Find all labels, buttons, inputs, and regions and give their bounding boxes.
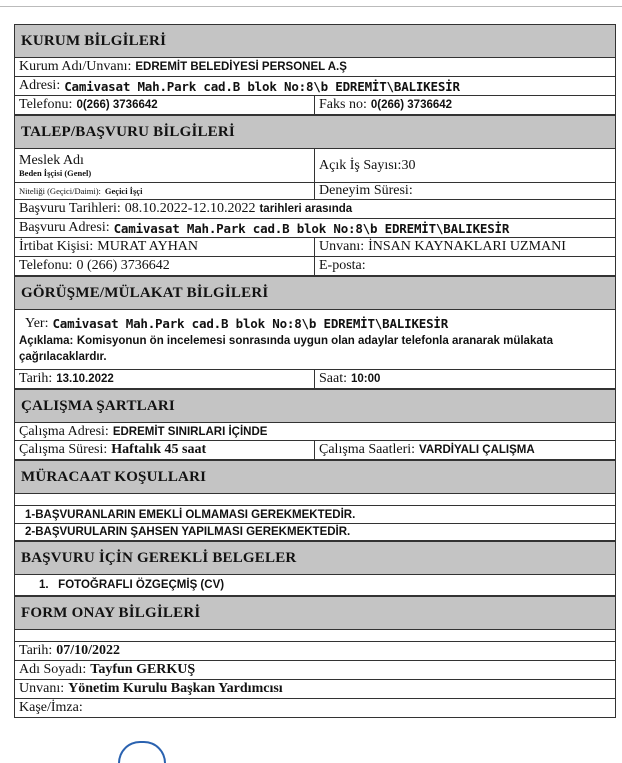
section-onay-header: FORM ONAY BİLGİLERİ bbox=[15, 596, 615, 630]
section-gorusme-header: GÖRÜŞME/MÜLAKAT BİLGİLERİ bbox=[15, 276, 615, 310]
calisma-sure-row bbox=[15, 441, 615, 460]
calisma-saatler-label: Çalışma Saatleri: bbox=[319, 442, 416, 457]
eposta-label: E-posta: bbox=[319, 258, 366, 273]
deneyim-label: Deneyim Süresi: bbox=[319, 183, 413, 198]
talep-telefon-label: Telefonu: bbox=[19, 258, 73, 273]
nitelik-value: Geçici İşçi bbox=[104, 186, 143, 196]
gorusme-saat-label: Saat: bbox=[319, 371, 347, 386]
section-calisma-header: ÇALIŞMA ŞARTLARI bbox=[15, 389, 615, 423]
muracaat-item-text: 2-BAŞVURULARIN ŞAHSEN YAPILMASI GEREKMEKTEDİR. bbox=[25, 526, 351, 538]
talep-adres-row bbox=[15, 219, 615, 238]
acik-label: Açık İş Sayısı: bbox=[319, 157, 402, 173]
section-talep-header: TALEP/BAŞVURU BİLGİLERİ bbox=[15, 115, 615, 149]
irtibat-label: İrtibat Kişisi: bbox=[19, 239, 94, 254]
onay-tarih-row bbox=[15, 642, 615, 661]
calisma-adres-row bbox=[15, 423, 615, 441]
calisma-adres-value: EDREMİT SINIRLARI İÇİNDE bbox=[112, 425, 268, 438]
talep-nitelik-row bbox=[15, 183, 615, 200]
basvuru-tarih-label: Başvuru Tarihleri: bbox=[19, 201, 121, 216]
onay-unvan-label: Unvanı: bbox=[19, 681, 65, 696]
kurum-name-value: EDREMİT BELEDİYESİ PERSONEL A.Ş bbox=[135, 61, 347, 73]
kurum-phone-row bbox=[15, 96, 615, 115]
nitelik-label: Niteliği (Geçici/Daimi): bbox=[19, 186, 101, 196]
basvuru-tarih-value: 08.10.2022-12.10.2022 bbox=[124, 201, 256, 216]
muracaat-item-1 bbox=[15, 506, 615, 524]
muracaat-item-2 bbox=[15, 524, 615, 541]
belgeler-item-1 bbox=[15, 575, 615, 596]
aciklama-label: Açıklama: bbox=[19, 335, 74, 347]
aciklama-value: Komisyonun ön incelemesi sonrasında uygun olan adaylar telefonla aranarak mülakata çağrılacaklardır. bbox=[19, 335, 553, 363]
calisma-saatler-value: VARDİYALI ÇALIŞMA bbox=[419, 444, 535, 456]
onay-kase-label: Kaşe/İmza: bbox=[19, 700, 83, 715]
onay-unvan-value: Yönetim Kurulu Başkan Yardımcısı bbox=[68, 681, 283, 696]
onay-unvan-row bbox=[15, 680, 615, 699]
gorusme-yer-block bbox=[15, 310, 615, 370]
talep-telefon-row bbox=[15, 257, 615, 276]
gorusme-saat-value: 10:00 bbox=[351, 373, 381, 385]
calisma-sure-label: Çalışma Süresi: bbox=[19, 442, 108, 457]
kurum-fax-label: Faks no: bbox=[319, 97, 367, 112]
gorusme-tarih-row bbox=[15, 370, 615, 389]
acik-value: 30 bbox=[401, 157, 416, 173]
kurum-address-value: Camivasat Mah.Park cad.B blok No:8\b EDREMİT\BALIKESİR bbox=[64, 78, 460, 94]
gorusme-tarih-value: 13.10.2022 bbox=[56, 373, 114, 385]
meslek-label: Meslek Adı bbox=[19, 153, 84, 168]
muracaat-spacer bbox=[15, 494, 615, 506]
job-posting-form bbox=[14, 24, 616, 718]
onay-ad-label: Adı Soyadı: bbox=[19, 662, 87, 677]
kurum-address-row bbox=[15, 77, 615, 96]
onay-ad-value: Tayfun GERKUŞ bbox=[90, 662, 196, 677]
talep-tarih-row bbox=[15, 200, 615, 219]
gorusme-yer-label: Yer: bbox=[25, 315, 49, 331]
talep-telefon-value: 0 (266) 3736642 bbox=[76, 258, 170, 273]
calisma-sure-value: Haftalık 45 saat bbox=[111, 442, 207, 457]
gorusme-tarih-label: Tarih: bbox=[19, 371, 53, 386]
talep-meslek-row bbox=[15, 149, 615, 183]
kurum-address-label: Adresi: bbox=[19, 78, 61, 93]
onay-tarih-value: 07/10/2022 bbox=[56, 643, 121, 658]
page-top-edge bbox=[0, 0, 622, 7]
onay-spacer bbox=[15, 630, 615, 642]
section-belgeler-header: BAŞVURU İÇİN GEREKLİ BELGELER bbox=[15, 541, 615, 575]
kurum-phone-label: Telefonu: bbox=[19, 97, 73, 112]
basvuru-adres-label: Başvuru Adresi: bbox=[19, 220, 110, 235]
irtibat-unvan-label: Unvanı: bbox=[319, 239, 365, 254]
stamp-seal-icon bbox=[118, 741, 166, 763]
meslek-value: Beden İşçisi (Genel) bbox=[19, 168, 92, 178]
onay-kase-row bbox=[15, 699, 615, 718]
muracaat-item-text: 1-BAŞVURANLARIN EMEKLİ OLMAMASI GEREKMEKTEDİR. bbox=[25, 508, 356, 521]
calisma-adres-label: Çalışma Adresi: bbox=[19, 423, 109, 439]
basvuru-tarih-suffix: tarihleri arasında bbox=[259, 203, 353, 215]
section-muracaat-header: MÜRACAAT KOŞULLARI bbox=[15, 460, 615, 494]
kurum-phone-value: 0(266) 3736642 bbox=[76, 99, 158, 111]
talep-irtibat-row bbox=[15, 238, 615, 257]
kurum-name-label: Kurum Adı/Unvanı: bbox=[19, 59, 132, 74]
irtibat-unvan-value: İNSAN KAYNAKLARI UZMANI bbox=[368, 239, 566, 254]
kurum-fax-value: 0(266) 3736642 bbox=[370, 99, 453, 111]
section-kurum-header: KURUM BİLGİLERİ bbox=[15, 24, 615, 58]
kurum-name-row bbox=[15, 58, 615, 77]
gorusme-yer-value: Camivasat Mah.Park cad.B blok No:8\b EDREMİT\BALIKESİR bbox=[52, 316, 449, 331]
onay-tarih-label: Tarih: bbox=[19, 643, 53, 658]
irtibat-value: MURAT AYHAN bbox=[97, 239, 199, 254]
onay-ad-row bbox=[15, 661, 615, 680]
belgeler-item-text: 1. FOTOĞRAFLI ÖZGEÇMİŞ (CV) bbox=[39, 579, 225, 591]
basvuru-adres-value: Camivasat Mah.Park cad.B blok No:8\b EDREMİT\BALIKESİR bbox=[113, 220, 510, 236]
